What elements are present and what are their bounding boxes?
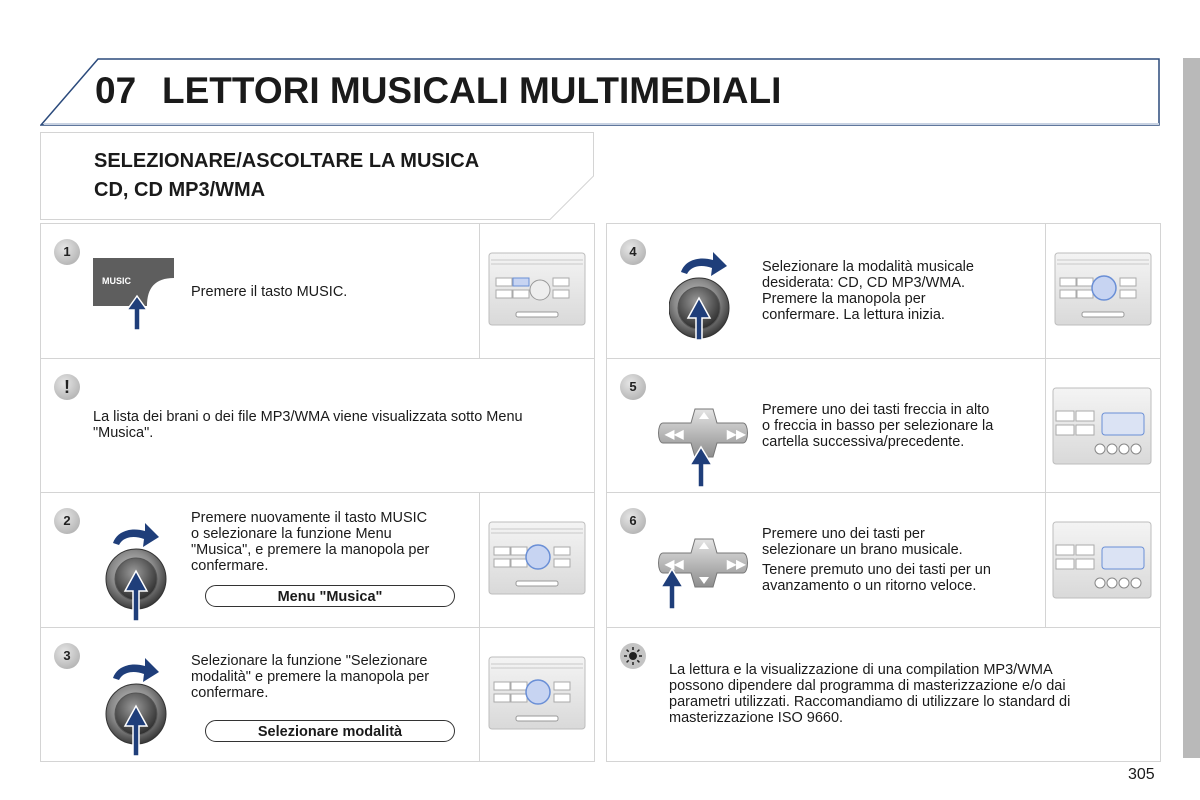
step-6-text — [762, 526, 991, 594]
radio-thumbnail — [1045, 359, 1160, 492]
step-6-panel — [606, 492, 1161, 628]
text-line: Premere uno dei tasti per — [762, 526, 925, 542]
step-5-panel — [606, 358, 1161, 493]
step-1-panel — [40, 223, 595, 359]
radio-panel-icon — [488, 252, 586, 326]
step-badge: 3 — [54, 643, 80, 669]
menu-musica-pill: Menu "Musica" — [205, 585, 455, 607]
text-line: Premere uno dei tasti freccia in alto — [762, 402, 990, 418]
step-badge: 5 — [620, 374, 646, 400]
music-button-icon — [91, 254, 181, 334]
step-3-text — [191, 653, 429, 701]
text-line: Premere la manopola per — [762, 291, 926, 307]
step-2-text — [191, 510, 429, 574]
radio-thumbnail — [479, 628, 594, 761]
chapter-side-tab — [1183, 58, 1200, 758]
tip-panel — [606, 627, 1161, 762]
svg-text:◀◀: ◀◀ — [665, 557, 684, 571]
text-line: Premere nuovamente il tasto MUSIC — [191, 510, 428, 526]
radio-panel-icon — [1052, 387, 1152, 465]
step-badge: 2 — [54, 508, 80, 534]
note-line: La lista dei brani o dei file MP3/WMA viene visualizzata sotto Menu — [93, 409, 523, 425]
text-line: o freccia in basso per selezionare la — [762, 418, 994, 434]
svg-text:MUSIC: MUSIC — [102, 276, 131, 286]
tip-text — [669, 662, 1070, 726]
step-4-panel — [606, 223, 1161, 359]
text-line: masterizzazione ISO 9660. — [669, 710, 844, 726]
step-4-text — [762, 259, 974, 323]
text-line: confermare. — [191, 685, 269, 701]
radio-thumbnail — [479, 224, 594, 358]
step-1-text: Premere il tasto MUSIC. — [191, 284, 348, 300]
rotary-knob-icon — [101, 642, 171, 760]
section-title-line2: CD, CD MP3/WMA — [94, 179, 266, 201]
step-3-panel — [40, 627, 595, 762]
rotary-knob-icon — [669, 236, 739, 354]
text-line: "Musica", e premere la manopola per — [191, 542, 430, 558]
radio-panel-icon — [1052, 521, 1152, 599]
section-title-line1: SELEZIONARE/ASCOLTARE LA MUSICA — [94, 150, 480, 172]
text-line: Tenere premuto uno dei tasti per un — [762, 562, 991, 578]
radio-panel-icon — [488, 656, 586, 730]
seek-pad-icon — [655, 533, 755, 613]
note-line: "Musica". — [93, 425, 154, 441]
step-badge: 6 — [620, 508, 646, 534]
exclamation-icon: ! — [54, 374, 80, 400]
note-text — [93, 409, 523, 441]
note-panel — [40, 358, 595, 493]
svg-text:◀◀: ◀◀ — [665, 427, 684, 441]
text-line: Selezionare la funzione "Selezionare — [191, 653, 428, 669]
selezionare-modalita-pill: Selezionare modalità — [205, 720, 455, 742]
radio-panel-icon — [1054, 252, 1152, 326]
page-number: 305 — [1128, 766, 1155, 783]
radio-thumbnail — [479, 493, 594, 627]
step-badge: 1 — [54, 239, 80, 265]
text-line: avanzamento o un ritorno veloce. — [762, 578, 977, 594]
step-badge: 4 — [620, 239, 646, 265]
text-line: selezionare un brano musicale. — [762, 542, 963, 558]
text-line: La lettura e la visualizzazione di una compilation MP3/WMA — [669, 662, 1053, 678]
text-line: confermare. La lettura inizia. — [762, 307, 945, 323]
text-line: cartella successiva/precedente. — [762, 434, 965, 450]
step-5-text — [762, 402, 993, 450]
chapter-number: 07 — [95, 70, 137, 111]
text-line: o selezionare la funzione Menu — [191, 526, 392, 542]
radio-thumbnail — [1045, 224, 1160, 358]
radio-thumbnail — [1045, 493, 1160, 627]
text-line: possono dipendere dal programma di masterizzazione e/o dai — [669, 678, 1066, 694]
text-line: modalità" e premere la manopola per — [191, 669, 430, 685]
rotary-knob-icon — [101, 507, 171, 625]
text-line: desiderata: CD, CD MP3/WMA. — [762, 275, 966, 291]
svg-text:▶▶: ▶▶ — [727, 427, 746, 441]
text-line: parametri utilizzati. Raccomandiamo di utilizzare lo standard di — [669, 694, 1071, 710]
step-2-panel — [40, 492, 595, 628]
seek-pad-icon — [655, 403, 755, 489]
radio-panel-icon — [488, 521, 586, 595]
svg-text:▶▶: ▶▶ — [727, 557, 746, 571]
text-line: confermare. — [191, 558, 269, 574]
section-title — [94, 147, 479, 205]
sun-tip-icon — [620, 643, 646, 669]
text-line: Selezionare la modalità musicale — [762, 259, 974, 275]
chapter-title: LETTORI MUSICALI MULTIMEDIALI — [162, 70, 782, 111]
